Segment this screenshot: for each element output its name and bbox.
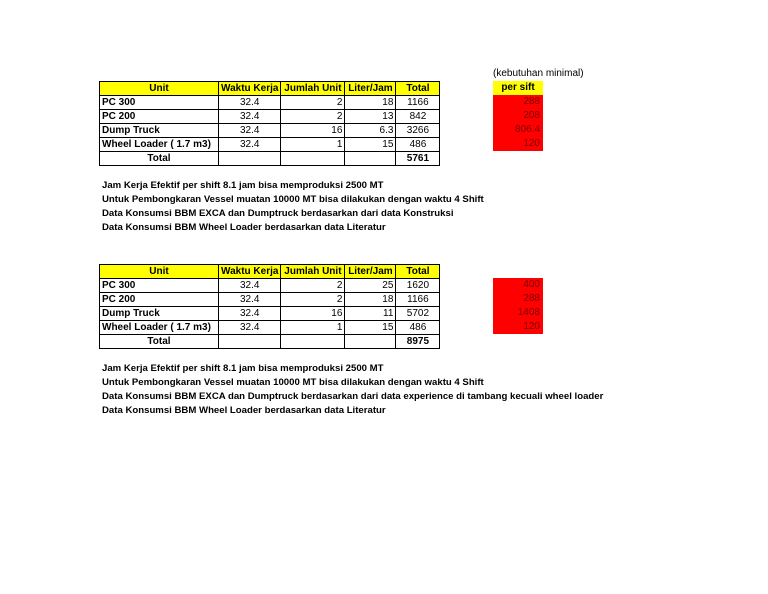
requirement-value: 288 — [493, 95, 543, 109]
note-line: Data Konsumsi BBM EXCA dan Dumptruck berdasarkan dari data experience di tambang kecuali wheel loader — [102, 391, 604, 402]
table-row — [100, 124, 440, 138]
cell-jumlah: 1 — [281, 321, 345, 335]
fuel-table-2 — [99, 264, 440, 349]
cell-liter: 11 — [345, 307, 396, 321]
cell-jumlah: 2 — [281, 96, 345, 110]
cell-waktu: 32.4 — [219, 96, 281, 110]
requirement-value: 806.4 — [493, 123, 543, 137]
note-line: Data Konsumsi BBM Wheel Loader berdasarkan data Literatur — [102, 405, 386, 416]
cell-unit: PC 300 — [100, 279, 219, 293]
total-label: Total — [100, 335, 219, 349]
note-line: Data Konsumsi BBM Wheel Loader berdasarkan data Literatur — [102, 222, 386, 233]
column-header-total: Total — [396, 82, 440, 96]
cell-liter: 15 — [345, 138, 396, 152]
column-header-total: Total — [396, 265, 440, 279]
table-total-row — [100, 152, 440, 166]
cell-total: 1620 — [396, 279, 440, 293]
blank-cell — [281, 152, 345, 166]
cell-liter: 6.3 — [345, 124, 396, 138]
cell-waktu: 32.4 — [219, 321, 281, 335]
cell-total: 3266 — [396, 124, 440, 138]
column-header-liter-jam: Liter/Jam — [345, 82, 396, 96]
table-row — [100, 321, 440, 335]
column-header-liter-jam: Liter/Jam — [345, 265, 396, 279]
column-header-jumlah-unit: Jumlah Unit — [281, 265, 345, 279]
note-line: Jam Kerja Efektif per shift 8.1 jam bisa memproduksi 2500 MT — [102, 363, 384, 374]
cell-liter: 25 — [345, 279, 396, 293]
blank-cell — [281, 335, 345, 349]
requirement-value: 1408 — [493, 306, 543, 320]
column-header-unit: Unit — [100, 82, 219, 96]
cell-jumlah: 16 — [281, 124, 345, 138]
table-header-row — [100, 82, 440, 96]
cell-waktu: 32.4 — [219, 279, 281, 293]
cell-waktu: 32.4 — [219, 124, 281, 138]
cell-total: 5702 — [396, 307, 440, 321]
blank-cell — [219, 152, 281, 166]
table-row — [100, 138, 440, 152]
note-line: Untuk Pembongkaran Vessel muatan 10000 MT bisa dilakukan dengan waktu 4 Shift — [102, 194, 484, 205]
cell-unit: Dump Truck — [100, 307, 219, 321]
blank-cell — [345, 152, 396, 166]
cell-unit: Wheel Loader ( 1.7 m3) — [100, 321, 219, 335]
table-row — [100, 110, 440, 124]
cell-liter: 13 — [345, 110, 396, 124]
note-line: Data Konsumsi BBM EXCA dan Dumptruck berdasarkan dari data Konstruksi — [102, 208, 454, 219]
cell-total: 486 — [396, 321, 440, 335]
column-header-jumlah-unit: Jumlah Unit — [281, 82, 345, 96]
blank-cell — [345, 335, 396, 349]
cell-jumlah: 1 — [281, 138, 345, 152]
cell-unit: PC 200 — [100, 110, 219, 124]
grand-total: 8975 — [396, 335, 440, 349]
cell-liter: 15 — [345, 321, 396, 335]
cell-waktu: 32.4 — [219, 307, 281, 321]
grand-total: 5761 — [396, 152, 440, 166]
requirement-value: 208 — [493, 109, 543, 123]
requirement-value: 400 — [493, 278, 543, 292]
note-line: Untuk Pembongkaran Vessel muatan 10000 MT bisa dilakukan dengan waktu 4 Shift — [102, 377, 484, 388]
cell-total: 842 — [396, 110, 440, 124]
table-row — [100, 279, 440, 293]
table-row — [100, 293, 440, 307]
requirement-value: 288 — [493, 292, 543, 306]
cell-waktu: 32.4 — [219, 110, 281, 124]
table-row — [100, 96, 440, 110]
cell-total: 486 — [396, 138, 440, 152]
table-header-row — [100, 265, 440, 279]
cell-unit: Wheel Loader ( 1.7 m3) — [100, 138, 219, 152]
cell-jumlah: 16 — [281, 307, 345, 321]
table-total-row — [100, 335, 440, 349]
cell-jumlah: 2 — [281, 293, 345, 307]
cell-jumlah: 2 — [281, 279, 345, 293]
cell-waktu: 32.4 — [219, 138, 281, 152]
column-header-waktu-kerja: Waktu Kerja — [219, 265, 281, 279]
cell-total: 1166 — [396, 96, 440, 110]
requirement-column-1 — [493, 81, 543, 151]
cell-liter: 18 — [345, 293, 396, 307]
blank-cell — [219, 335, 281, 349]
note-line: Jam Kerja Efektif per shift 8.1 jam bisa memproduksi 2500 MT — [102, 180, 384, 191]
requirement-column-2 — [493, 278, 543, 334]
total-label: Total — [100, 152, 219, 166]
table-row — [100, 307, 440, 321]
cell-jumlah: 2 — [281, 110, 345, 124]
cell-unit: PC 300 — [100, 96, 219, 110]
requirement-value: 120 — [493, 137, 543, 151]
column-header-unit: Unit — [100, 265, 219, 279]
requirement-header: per sift — [493, 81, 543, 95]
requirement-note: (kebutuhan minimal) — [493, 68, 584, 79]
cell-unit: PC 200 — [100, 293, 219, 307]
fuel-table-1 — [99, 81, 440, 166]
cell-unit: Dump Truck — [100, 124, 219, 138]
cell-liter: 18 — [345, 96, 396, 110]
column-header-waktu-kerja: Waktu Kerja — [219, 82, 281, 96]
cell-total: 1166 — [396, 293, 440, 307]
cell-waktu: 32.4 — [219, 293, 281, 307]
requirement-value: 120 — [493, 320, 543, 334]
